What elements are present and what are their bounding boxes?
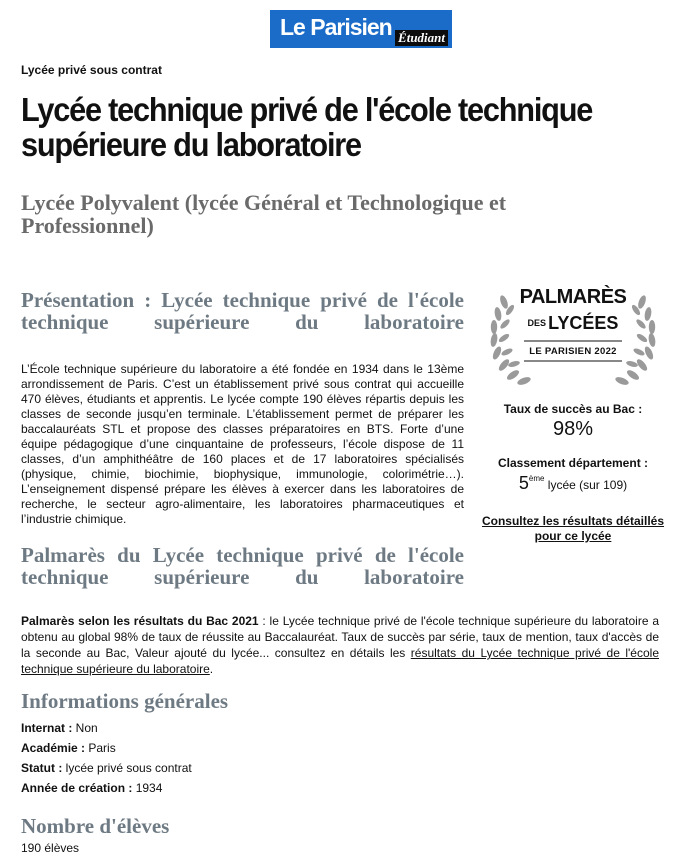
palmares-end: . [209,662,214,676]
badge-line-2 [478,313,668,334]
success-rate-label: Taux de succès au Bac : [503,402,643,416]
presentation-heading: Présentation : Lycée technique privé de l'école technique supérieure du laboratoire [21,288,464,334]
info-row-internat [21,718,192,738]
info-label: Internat : [21,721,73,735]
presentation-text: L’École technique supérieure du laboratoire a été fondée en 1934 dans le 13ème arrondissement de Paris. C’est un établissement privé sous contrat qui accueille 470 élèves, étudiants et apprentis. Le lycée compte 190 élèves répartis depuis les classes de seconde jusqu’en terminale. L’établissement permet de préparer les baccalauréats STL et propose des classes préparatoires en BTS. Forte d’une équipe pédagogique d’une cinquantaine de professeurs, l’école dispose de 11 classes, d’un amphithéâtre de 160 places et de 17 laboratoires spécialisés (physique, chimie, biochimie, biophysique, immunologie, colorimétrie…). L’enseignement dispensé prépare les élèves à exercer dans les laboratoires de recherche, le secteur agro-alimentaire, les laboratoires pharmaceutiques et l’industrie chimique. [21,362,464,526]
category-label: Lycée privé sous contrat [21,63,162,77]
students-count-heading: Nombre d'élèves [21,814,170,838]
info-row-statut [21,758,192,778]
le-parisien-etudiant-logo [270,10,452,48]
logo-main-text: Le Parisien [280,14,392,40]
palmares-heading: Palmarès du Lycée technique privé de l'école technique supérieure du laboratoire [21,543,464,589]
site-logo-link[interactable] [270,10,452,48]
rank-suffix: ème [528,474,545,483]
palmares-text [21,613,659,677]
info-label: Académie : [21,741,86,755]
badge-line-1: PALMARÈS [519,286,627,308]
info-label: Année de création : [21,781,133,795]
general-info-list [21,718,192,798]
logo-sub-text: Étudiant [395,30,448,46]
info-value: 1934 [132,781,163,795]
page-subtitle: Lycée Polyvalent (lycée Général et Technologique et Professionnel) [21,190,507,238]
general-info-heading: Informations générales [21,689,229,713]
detailed-results-link[interactable]: Consultez les résultats détaillés pour ce lycée [481,514,665,543]
badge-line-3: LE PARISIEN 2022 [529,346,617,357]
badge-line-2-small: DES [527,318,547,328]
students-count-value: 190 élèves [21,841,80,855]
info-value: Non [72,721,98,735]
palmares-bold-intro: Palmarès selon les résultats du Bac 2021 [21,614,259,628]
info-row-annee-creation [21,778,192,798]
rank-number: 5 [518,473,529,493]
department-rank-label: Classement département : [497,456,649,470]
info-value: lycée privé sous contrat [62,761,192,775]
palmares-results-link[interactable]: résultats du Lycée technique privé de l'école technique supérieure du laboratoire [21,646,659,676]
department-rank [478,473,668,494]
page-title: Lycée technique privé de l'école technique supérieure du laboratoire [21,91,593,163]
badge-line-2-main: LYCÉES [548,313,619,333]
rank-text: lycée (sur 109) [544,478,628,492]
info-value: Paris [85,741,116,755]
palmares-body: : le Lycée technique privé de l'école technique supérieure du laboratoire a obtenu au global 98% de taux de réussite au Baccalauréat. Taux de succès par série, taux de mention, taux d'accès de la seconde au Bac, Valeur ajouté du lycée... consultez en détails les [21,614,659,660]
sidebar-ranking [478,280,668,544]
success-rate-value: 98% [552,418,594,440]
info-label: Statut : [21,761,63,775]
palmares-badge [478,280,668,392]
info-row-academie [21,738,192,758]
